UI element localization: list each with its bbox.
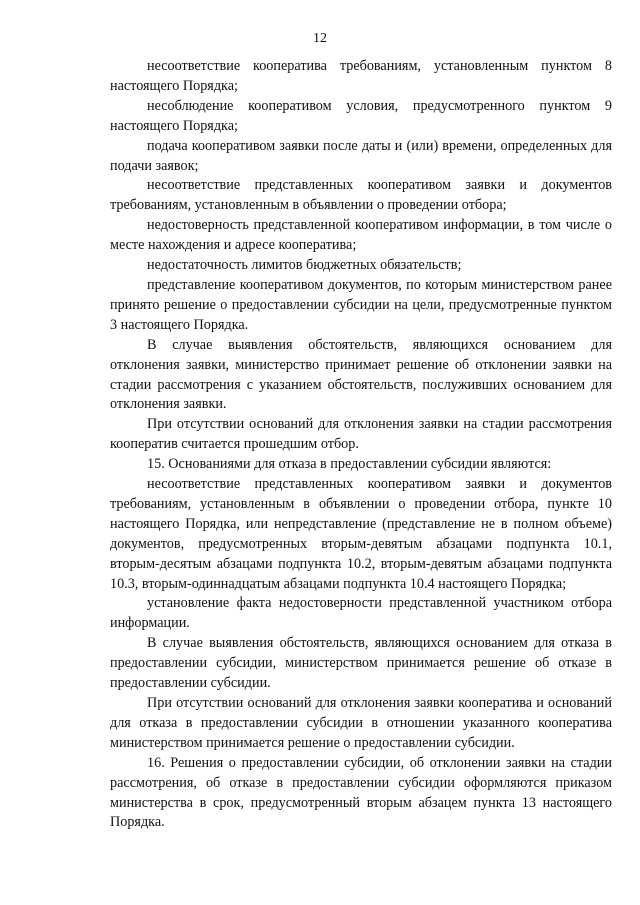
page-number: 12 — [313, 31, 327, 46]
paragraph-unreliable-information: недостоверность представленной кооперативом информации, в том числе о месте нахождения и адресе кооператива; — [110, 217, 612, 254]
paragraph-rejection-decision: В случае выявления обстоятельств, являющихся основанием для отклонения заявки, министерство принимает решение об отклонении заявки на стадии рассмотрения с указанием обстоятельств, послуживших основанием для отклонения заявки. — [110, 336, 612, 413]
paragraph-documents-noncompliance: несоответствие представленных кооперативом заявки и документов требованиям, установленным в объявлении о проведении отбора; — [110, 177, 612, 214]
paragraph-grant-decision: При отсутствии оснований для отклонения заявки кооператива и оснований для отказа в предоставлении субсидии в отношении указанного кооператива министерством принимается решение о предоставлении субсидии. — [110, 695, 612, 751]
paragraph-noncompliance-point-8: несоответствие кооператива требованиям, установленным пунктом 8 настоящего Порядка; — [110, 58, 612, 94]
paragraph-section-15-unreliable: установление факта недостоверности представленной участником отбора информации. — [110, 595, 612, 632]
document-body — [110, 57, 612, 833]
paragraph-section-16: 16. Решения о предоставлении субсидии, об отклонении заявки на стадии рассмотрения, об отказе в предоставлении субсидии оформляются приказом министерства в срок, предусмотренный вторым абзацем пункта 13 настоящего Порядка. — [110, 754, 612, 831]
paragraph-insufficient-limits: недостаточность лимитов бюджетных обязательств; — [147, 257, 462, 274]
paragraph-selection-passed: При отсутствии оснований для отклонения заявки на стадии рассмотрения кооператив считается прошедшим отбор. — [110, 416, 612, 453]
paragraph-section-15-documents: несоответствие представленных кооперативом заявки и документов требованиям, установленным в объявлении о проведении отбора, пункте 10 настоящего Порядка, или непредставление (представление не в полном объеме) документов, предусмотренных вторым-девятым абзацами подпункта 10.1, вторым-десятым абзацами подпункта 10.2, вторым-девятым абзацами подпункта 10.3, вторым-одиннадцатым абзацами подпункта 10.4 настоящего Порядка; — [110, 476, 612, 592]
paragraph-section-15-heading: 15. Основаниями для отказа в предоставлении субсидии являются: — [147, 456, 552, 473]
paragraph-refusal-decision: В случае выявления обстоятельств, являющихся основанием для отказа в предоставлении субсидии, министерством принимается решение об отказе в предоставлении субсидии. — [110, 635, 612, 692]
paragraph-nonobservance-point-9: несоблюдение кооперативом условия, предусмотренного пунктом 9 настоящего Порядка; — [110, 97, 612, 134]
paragraph-previous-decision: представление кооперативом документов, по которым министерством ранее принято решение о предоставлении субсидии на цели, предусмотренные пунктом 3 настоящего Порядка. — [110, 276, 612, 333]
paragraph-late-submission: подача кооперативом заявки после даты и (или) времени, определенных для подачи заявок; — [110, 137, 612, 174]
